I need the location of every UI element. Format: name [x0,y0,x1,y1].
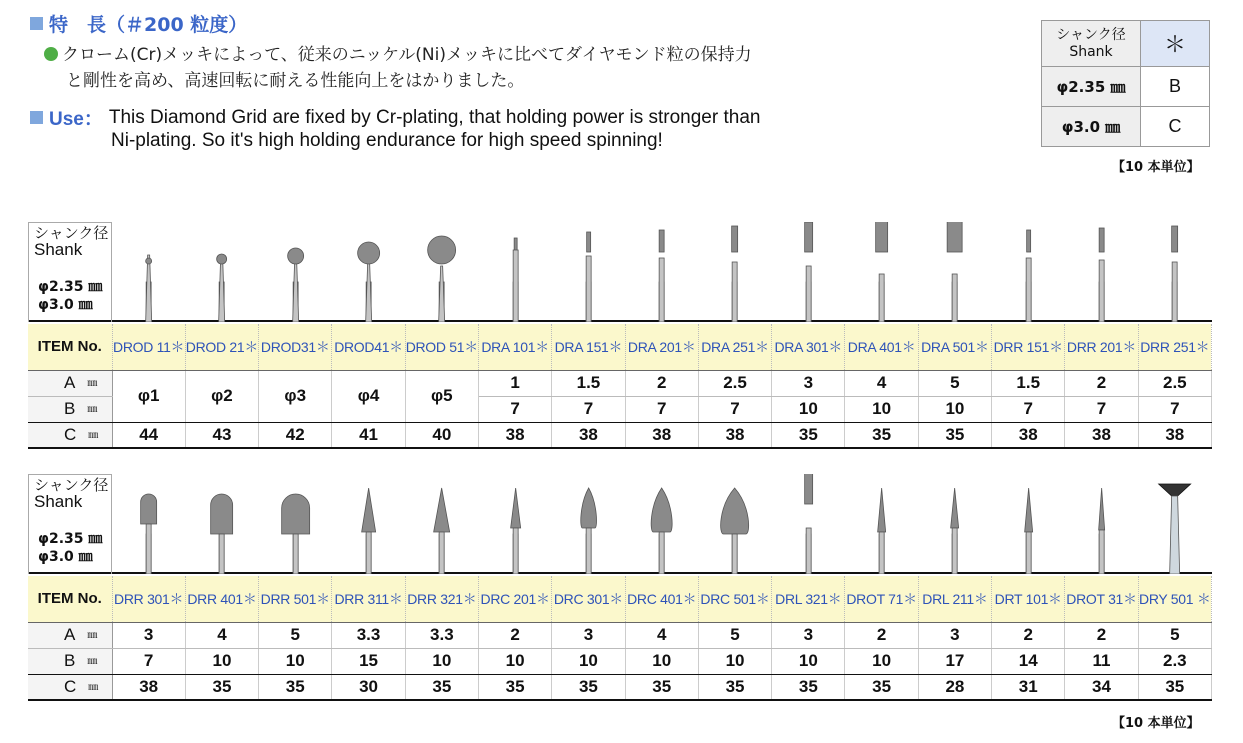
round-end-tool-icon [259,474,332,574]
item-code: DROD31＊ [259,324,332,370]
b-value: 10 [625,648,698,674]
round-end-tool-icon [112,474,185,574]
c-value: 38 [552,422,625,448]
item-code: DRA 101＊ [478,324,551,370]
b-value: 17 [918,648,991,674]
c-value: 38 [1065,422,1138,448]
item-code: DRR 311＊ [332,576,405,622]
item-no-label: ITEM No. [28,576,112,622]
unit-label: ㎜ [87,378,98,389]
shank-dia: φ2.35 ㎜ [1042,67,1141,107]
c-value: 35 [1138,674,1211,700]
b-value: 7 [992,396,1065,422]
use-line-1 [30,104,760,131]
item-code: DRC 501＊ [698,576,771,622]
item-code: DROT 31＊ [1065,576,1138,622]
cylinder-tool-icon [625,222,698,322]
shank-legend-d1: φ2.35 ㎜ [38,279,103,295]
diameter-value: φ3 [259,370,332,422]
b-value: 10 [185,648,258,674]
shank-legend-d2: φ3.0 ㎜ [38,549,93,565]
c-value: 40 [405,422,478,448]
b-value: 7 [112,648,185,674]
item-code: DROD 51＊ [405,324,478,370]
a-value: 3 [918,622,991,648]
item-code: DROT 71＊ [845,576,918,622]
cone-tool-icon [332,474,405,574]
c-value: 35 [845,422,918,448]
shank-header-en: Shank [1069,43,1113,60]
shank-legend-jp: シャンク径 [34,224,109,242]
tool-image-strip-2 [28,474,1212,574]
b-value: 10 [918,396,991,422]
b-value: 14 [992,648,1065,674]
b-value: 7 [698,396,771,422]
a-value: 3.3 [405,622,478,648]
item-code: DRT 101＊ [992,576,1065,622]
ball-tool-icon [259,222,332,322]
row-label-a [28,370,112,396]
item-code: DRR 251＊ [1138,324,1211,370]
features-title [30,10,247,37]
shank-code: C [1141,107,1210,147]
unit-note-top: 【10 本単位】 [1112,160,1200,175]
product-block-1 [28,222,1212,454]
c-value: 38 [478,422,551,448]
row-label-text: B [64,399,76,418]
row-label-text: C [64,424,77,444]
a-value: 4 [185,622,258,648]
a-value: 2 [845,622,918,648]
c-value: 30 [332,674,405,700]
c-value: 35 [552,674,625,700]
cone-tool-icon [405,474,478,574]
needle-tool-icon [845,474,918,574]
square-bullet-icon [30,111,43,124]
row-label-text: A [64,373,76,392]
diameter-value: φ2 [185,370,258,422]
ball-tool-icon [405,222,478,322]
a-value: 2 [1065,370,1138,396]
needle-tool-icon [1065,474,1138,574]
item-code: DRA 301＊ [772,324,845,370]
item-code: DRA 501＊ [918,324,991,370]
a-value: 1.5 [992,370,1065,396]
c-value: 44 [112,422,185,448]
c-value: 38 [698,422,771,448]
diameter-value: φ5 [405,370,478,422]
cylinder-tool-icon [772,474,845,574]
use-line-2: Ni-plating. So it's high holding endurance for high speed spinning! [111,130,663,151]
ball-tool-icon [332,222,405,322]
needle-tool-icon [918,474,991,574]
item-code: DRC 301＊ [552,576,625,622]
a-value: 5 [1138,622,1211,648]
b-value: 10 [698,648,771,674]
spec-table-2 [28,576,1212,701]
a-value: 2.5 [1138,370,1211,396]
b-value: 15 [332,648,405,674]
inverted-cone-tool-icon [1138,474,1211,574]
row-label-text: A [64,625,76,644]
tool-image-strip-1 [28,222,1212,322]
row-label-c [28,422,112,448]
a-value: 1 [478,370,551,396]
a-value: 3 [772,370,845,396]
c-value: 35 [185,674,258,700]
b-value: 10 [772,648,845,674]
row-a [28,370,1211,396]
b-value: 10 [845,396,918,422]
shank-symbol: ＊ [1141,21,1210,67]
shank-legend-en: Shank [34,240,83,259]
unit-label: ㎜ [88,429,99,441]
cylinder-tool-icon [552,222,625,322]
c-value: 31 [992,674,1065,700]
shank-legend-en: Shank [34,492,83,511]
row-label-b [28,396,112,422]
row-label-text: B [64,651,76,670]
cylinder-tool-icon [698,222,771,322]
unit-label: ㎜ [88,681,99,693]
c-value: 35 [259,674,332,700]
item-no-label: ITEM No. [28,324,112,370]
cylinder-tool-icon [1065,222,1138,322]
green-dot-icon [44,47,58,61]
item-row [28,576,1211,622]
row-label-text: C [64,676,77,696]
a-value: 2 [625,370,698,396]
b-value: 7 [478,396,551,422]
shank-code: B [1141,67,1210,107]
a-value: 5 [259,622,332,648]
a-value: 3.3 [332,622,405,648]
row-c [28,422,1211,448]
cone-tool-icon [479,474,552,574]
item-row [28,324,1211,370]
use-line-1-text: This Diamond Grid are fixed by Cr-plating, that holding power is stronger than [108,106,761,128]
unit-label: ㎜ [87,656,98,667]
b-value: 10 [552,648,625,674]
a-value: 2 [992,622,1065,648]
product-block-2 [28,474,1212,706]
cylinder-tool-icon [992,222,1065,322]
b-value: 10 [772,396,845,422]
cylinder-tool-icon [845,222,918,322]
shank-header-jp: シャンク径 [1056,26,1126,43]
b-value: 7 [1138,396,1211,422]
c-value: 35 [478,674,551,700]
c-value: 35 [405,674,478,700]
c-value: 28 [918,674,991,700]
square-bullet-icon [30,17,43,30]
features-title-text: 特 長（＃200 粒度） [49,14,248,36]
c-value: 35 [772,674,845,700]
item-code: DRA 201＊ [625,324,698,370]
item-code: DRR 201＊ [1065,324,1138,370]
c-value: 34 [1065,674,1138,700]
item-code: DRA 151＊ [552,324,625,370]
diameter-value: φ1 [112,370,185,422]
c-value: 38 [112,674,185,700]
a-value: 3 [772,622,845,648]
a-value: 5 [698,622,771,648]
round-end-tool-icon [185,474,258,574]
b-value: 10 [845,648,918,674]
a-value: 4 [625,622,698,648]
cylinder-tool-icon [772,222,845,322]
unit-label: ㎜ [87,630,98,641]
features-line-2: と剛性を高め、高速回転に耐える性能向上をはかりました。 [66,71,525,91]
row-label-a [28,622,112,648]
flame-tool-icon [625,474,698,574]
b-value: 10 [259,648,332,674]
a-value: 3 [112,622,185,648]
c-value: 35 [698,674,771,700]
a-value: 2.5 [698,370,771,396]
use-label: Use： [49,109,103,130]
item-code: DRR 501＊ [259,576,332,622]
shank-legend [28,222,112,322]
row-label-b [28,648,112,674]
item-code: DRY 501 ＊ [1138,576,1211,622]
c-value: 35 [772,422,845,448]
item-code: DRA 251＊ [698,324,771,370]
item-code: DRR 301＊ [112,576,185,622]
shank-header [1042,21,1141,67]
ball-tool-icon [112,222,185,322]
row-c [28,674,1211,700]
a-value: 5 [918,370,991,396]
row-a [28,622,1211,648]
item-code: DROD 21＊ [185,324,258,370]
b-value: 2.3 [1138,648,1211,674]
shank-legend-d1: φ2.35 ㎜ [38,531,103,547]
ball-tool-icon [185,222,258,322]
item-code: DRC 401＊ [625,576,698,622]
features-line-1 [44,40,752,65]
b-value: 10 [478,648,551,674]
a-value: 3 [552,622,625,648]
a-value: 2 [1065,622,1138,648]
b-value: 11 [1065,648,1138,674]
a-value: 2 [478,622,551,648]
cylinder-tool-icon [1138,222,1211,322]
features-line-1-text: クローム(Cr)メッキによって、従来のニッケル(Ni)メッキに比べてダイヤモンド粒の保持力 [62,45,752,65]
item-code: DRR 401＊ [185,576,258,622]
cylinder-tool-icon [918,222,991,322]
item-code: DRR 151＊ [992,324,1065,370]
b-value: 7 [625,396,698,422]
item-code: DROD 11＊ [112,324,185,370]
c-value: 43 [185,422,258,448]
flame-tool-icon [552,474,625,574]
a-value: 4 [845,370,918,396]
b-value: 7 [1065,396,1138,422]
c-value: 42 [259,422,332,448]
item-code: DRL 211＊ [918,576,991,622]
shank-legend [28,474,112,574]
spec-table-1 [28,324,1212,449]
unit-note-bottom: 【10 本単位】 [1112,716,1200,731]
c-value: 41 [332,422,405,448]
c-value: 35 [918,422,991,448]
shank-code-table [1041,20,1210,147]
c-value: 35 [845,674,918,700]
item-code: DROD41＊ [332,324,405,370]
row-label-c [28,674,112,700]
diameter-value: φ4 [332,370,405,422]
item-code: DRL 321＊ [772,576,845,622]
shank-dia: φ3.0 ㎜ [1042,107,1141,147]
unit-label: ㎜ [87,404,98,415]
c-value: 35 [625,674,698,700]
needle-tool-icon [992,474,1065,574]
shank-legend-d2: φ3.0 ㎜ [38,297,93,313]
b-value: 7 [552,396,625,422]
row-b [28,648,1211,674]
shank-legend-jp: シャンク径 [34,476,109,494]
item-code: DRR 321＊ [405,576,478,622]
cylinder-tool-icon [479,222,552,322]
b-value: 10 [405,648,478,674]
c-value: 38 [625,422,698,448]
item-code: DRA 401＊ [845,324,918,370]
flame-tool-icon [698,474,771,574]
a-value: 1.5 [552,370,625,396]
item-code: DRC 201＊ [478,576,551,622]
c-value: 38 [1138,422,1211,448]
c-value: 38 [992,422,1065,448]
